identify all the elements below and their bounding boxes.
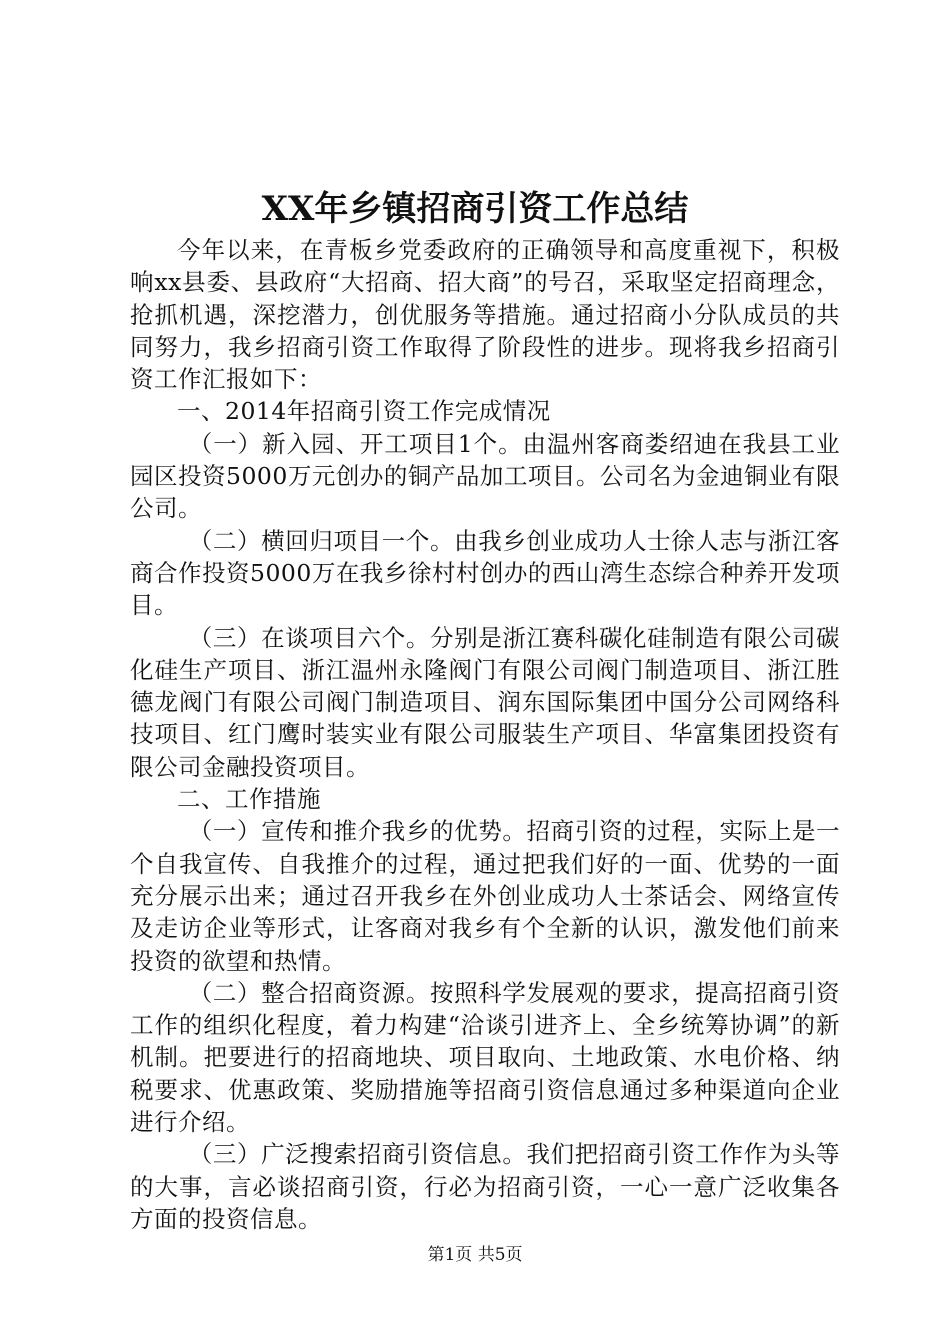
page-number-footer: 第1页 共5页 [427,1245,523,1265]
section-2-item-1: （一）宣传和推介我乡的优势。招商引资的过程，实际上是一个自我宣传、自我推介的过程，通过把我们好的一面、优势的一面充分展示出来；通过召开我乡在外创业成功人士茶话会、网络宣传及走访企业等形式，让客商对我乡有个全新的认识，激发他们前来投资的欲望和热情。 [130,817,840,975]
section-2-item-2: （二）整合招商资源。按照科学发展观的要求，提高招商引资工作的组织化程度，着力构建“洽谈引进齐上、全乡统筹协调”的新机制。把要进行的招商地块、项目取向、土地政策、水电价格、纳税要求、优惠政策、奖励措施等招商引资信息通过多种渠道向企业进行介绍。 [130,978,840,1137]
section-1-item-3: （三）在谈项目六个。分别是浙江赛科碳化硅制造有限公司碳化硅生产项目、浙江温州永隆阀门有限公司阀门制造项目、浙江胜德龙阀门有限公司阀门制造项目、润东国际集团中国分公司网络科技项目、红门鹰时装实业有限公司服装生产项目、华富集团投资有限公司金融投资项目。 [130,623,840,781]
section-heading-2: 二、工作措施 [177,785,321,814]
document-body [130,234,840,1235]
section-heading-1: 一、2014年招商引资工作完成情况 [177,397,551,426]
section-1-item-2: （二）横回归项目一个。由我乡创业成功人士徐人志与浙江客商合作投资5000万在我乡徐村村创办的西山湾生态综合种养开发项目。 [130,526,840,620]
section-1-item-1: （一）新入园、开工项目1个。由温州客商娄绍迪在我县工业园区投资5000万元创办的铜产品加工项目。公司名为金迪铜业有限公司。 [130,429,840,523]
intro-paragraph: 今年以来，在青板乡党委政府的正确领导和高度重视下，积极响xx县委、县政府“大招商、招大商”的号召，采取坚定招商理念，抢抓机遇，深挖潜力，创优服务等措施。通过招商小分队成员的共同努力，我乡招商引资工作取得了阶段性的进步。现将我乡招商引资工作汇报如下： [130,236,840,394]
document-title: XX年乡镇招商引资工作总结 [261,189,689,229]
section-2-item-3: （三）广泛搜索招商引资信息。我们把招商引资工作作为头等的大事，言必谈招商引资，行必为招商引资，一心一意广泛收集各方面的投资信息。 [130,1140,840,1233]
